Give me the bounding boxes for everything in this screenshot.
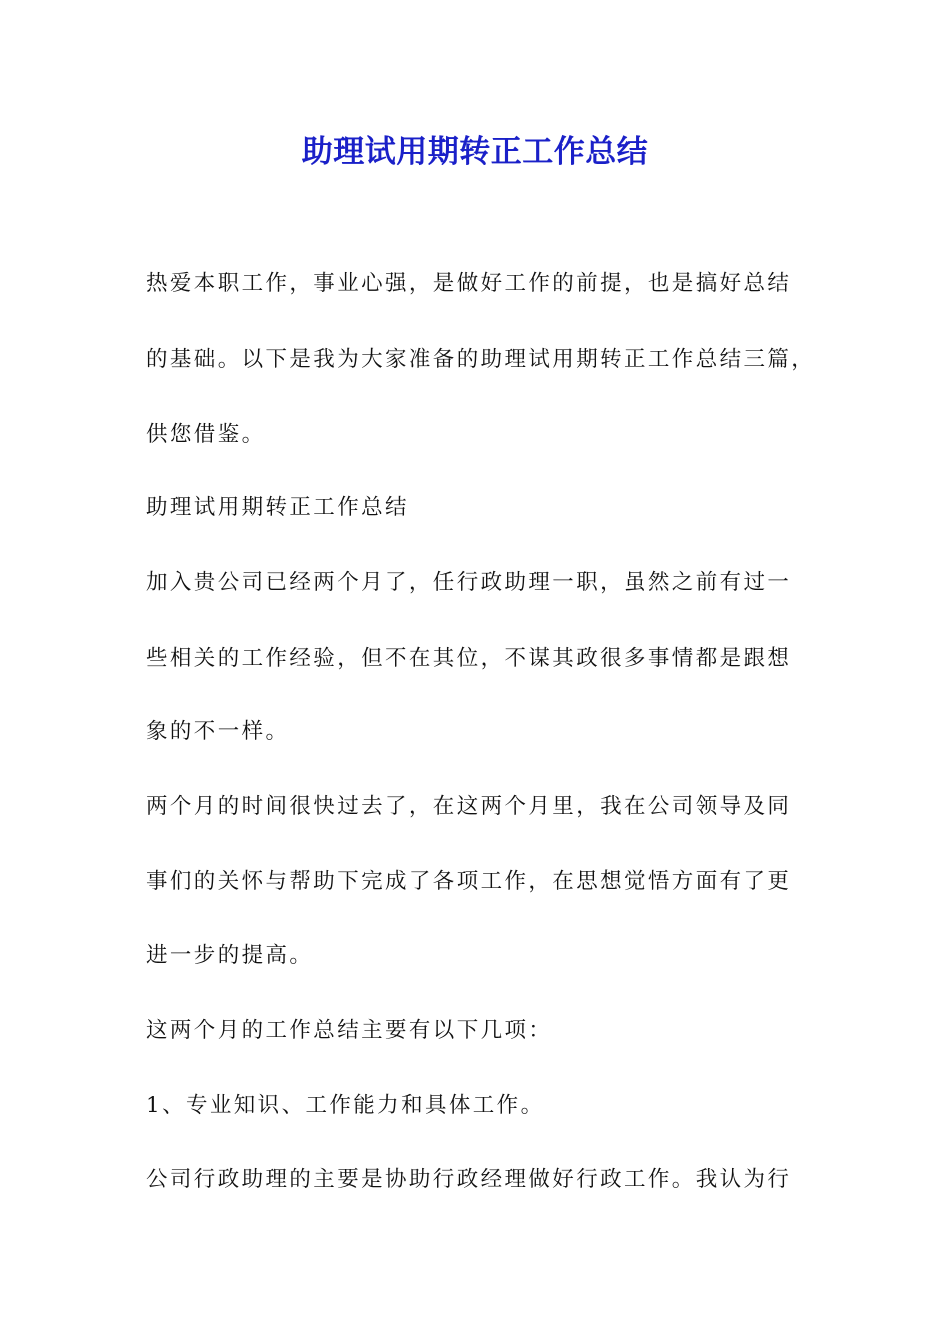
body-line: 进一步的提高。 bbox=[146, 943, 314, 968]
body-line: 些相关的工作经验，但不在其位，不谋其政很多事情都是跟想 bbox=[146, 646, 792, 671]
body-line: 这两个月的工作总结主要有以下几项： bbox=[146, 1018, 553, 1043]
body-line: 的基础。以下是我为大家准备的助理试用期转正工作总结三篇， bbox=[146, 347, 816, 372]
document-title: 助理试用期转正工作总结 bbox=[301, 134, 649, 170]
body-line: 事们的关怀与帮助下完成了各项工作，在思想觉悟方面有了更 bbox=[146, 869, 792, 894]
body-line: 公司行政助理的主要是协助行政经理做好行政工作。我认为行 bbox=[146, 1167, 792, 1192]
section-heading: 助理试用期转正工作总结 bbox=[146, 495, 409, 520]
body-line: 供您借鉴。 bbox=[146, 422, 266, 447]
body-line: 加入贵公司已经两个月了，任行政助理一职，虽然之前有过一 bbox=[146, 570, 792, 595]
body-line: 热爱本职工作，事业心强，是做好工作的前提，也是搞好总结 bbox=[146, 271, 792, 296]
body-line: 象的不一样。 bbox=[146, 719, 290, 744]
body-line: 两个月的时间很快过去了，在这两个月里，我在公司领导及同 bbox=[146, 794, 792, 819]
list-item: 1、专业知识、工作能力和具体工作。 bbox=[146, 1093, 545, 1118]
